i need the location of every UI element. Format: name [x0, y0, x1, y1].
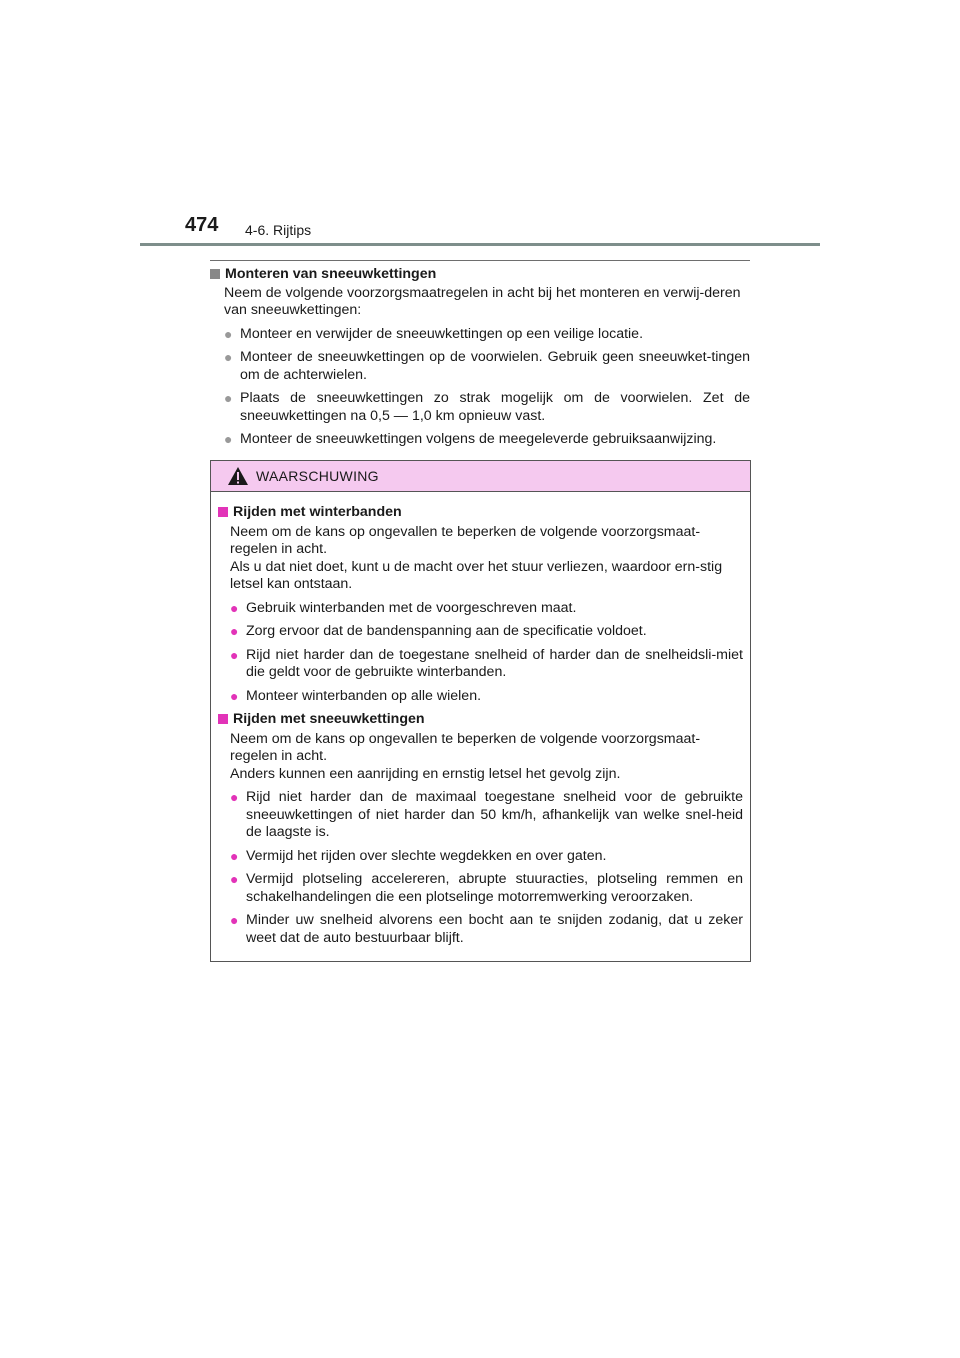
warning-box — [210, 460, 751, 962]
bullet-dot-icon: ● — [230, 646, 239, 663]
bullet-dot-icon: ● — [230, 599, 239, 616]
bullet-dot-icon: ● — [224, 325, 233, 342]
list-item — [230, 647, 743, 682]
page-number: 474 — [185, 214, 219, 236]
list-item — [230, 912, 743, 947]
bullet-dot-icon: ● — [230, 871, 239, 887]
list-item-text: Zorg ervoor dat de bandenspanning aan de specificatie voldoet. — [246, 623, 647, 639]
warning-body — [211, 492, 750, 947]
warning-section-title: Rijden met winterbanden — [233, 504, 402, 520]
square-bullet-icon — [218, 714, 228, 724]
list-item-text: Rijd niet harder dan de toegestane snelheid of harder dan de snelheidsli-miet die geldt voor de gebruikte winterbanden. — [246, 646, 743, 680]
bullet-dot-icon: ● — [230, 623, 239, 639]
bullet-dot-icon: ● — [224, 349, 233, 365]
list-item-text: Vermijd het rijden over slechte wegdekken en over gaten. — [246, 847, 607, 864]
list-item-text: Vermijd plotseling accelereren, abrupte stuuracties, plotseling remmen en schakelhandelingen die een plotselinge motorremwerking veroorzaken. — [246, 871, 743, 905]
warning-section-heading — [218, 711, 743, 729]
warning-section-title: Rijden met sneeuwkettingen — [233, 711, 425, 727]
list-item — [230, 600, 743, 618]
warning-section-heading — [218, 504, 743, 522]
list-item — [224, 326, 750, 344]
list-item — [224, 390, 750, 425]
list-item-text: Rijd niet harder dan de maximaal toegestane snelheid voor de gebruikte sneeuwkettingen of niet harder dan 50 km/h, afhankelijk van welke snel-heid de laagste is. — [246, 789, 743, 840]
list-item-text: Monteer en verwijder de sneeuwkettingen op een veilige locatie. — [240, 325, 644, 342]
intro-line: Neem om de kans op ongevallen te beperken de volgende voorzorgsmaat-regelen in acht. — [230, 730, 701, 764]
warning-triangle-icon — [227, 466, 249, 486]
square-bullet-icon — [210, 269, 220, 279]
list-item-text: Monteer de sneeuwkettingen volgens de meegeleverde gebruiksaanwijzing. — [240, 431, 717, 447]
section-title: Monteren van sneeuwkettingen — [225, 266, 437, 282]
list-item — [230, 789, 743, 842]
list-item-text: Plaats de sneeuwkettingen zo strak mogelijk om de voorwielen. Zet de sneeuwkettingen na 0,5 — 1,0 km opnieuw vast. — [240, 390, 750, 424]
header-divider — [140, 243, 820, 246]
warning-header — [211, 461, 750, 492]
intro-line: Anders kunnen een aanrijding en ernstig letsel het gevolg zijn. — [230, 765, 621, 782]
list-item — [230, 623, 743, 641]
list-item — [224, 349, 750, 384]
bullet-dot-icon: ● — [224, 390, 233, 406]
list-item-text: Minder uw snelheid alvorens een bocht aan te snijden zodanig, dat u zeker weet dat de auto bestuurbaar blijft. — [246, 912, 743, 946]
list-item — [230, 688, 743, 706]
intro-line: Als u dat niet doet, kunt u de macht over het stuur verliezen, waardoor ern-stig letsel kan ontstaan. — [230, 558, 723, 592]
list-item — [230, 848, 743, 866]
list-item-text: Monteer de sneeuwkettingen op de voorwielen. Gebruik geen sneeuwket-tingen om de achterwielen. — [240, 349, 750, 383]
page-header — [185, 214, 825, 244]
bullet-dot-icon: ● — [230, 847, 239, 864]
square-bullet-icon — [218, 507, 228, 517]
bullet-dot-icon: ● — [230, 912, 239, 928]
list-item — [230, 871, 743, 906]
bullet-dot-icon: ● — [230, 687, 239, 704]
warning-title: WAARSCHUWING — [256, 468, 379, 484]
section-intro: Neem de volgende voorzorgsmaatregelen in acht bij het monteren en verwij-deren van sneeuwkettingen: — [224, 284, 741, 318]
section-label: 4-6. Rijtips — [245, 222, 312, 238]
list-item-text: Gebruik winterbanden met de voorgeschreven maat. — [246, 599, 577, 616]
intro-line: Neem om de kans op ongevallen te beperken de volgende voorzorgsmaat-regelen in acht. — [230, 523, 701, 557]
content-top-divider — [210, 260, 750, 261]
list-item-text: Monteer winterbanden op alle wielen. — [246, 687, 482, 704]
warning-section-intro — [230, 524, 743, 594]
bullet-dot-icon: ● — [224, 431, 233, 447]
bullet-dot-icon: ● — [230, 789, 239, 805]
chains-section — [210, 266, 750, 455]
list-item — [224, 431, 750, 449]
section-heading — [210, 266, 750, 284]
warning-section-intro — [230, 731, 743, 784]
